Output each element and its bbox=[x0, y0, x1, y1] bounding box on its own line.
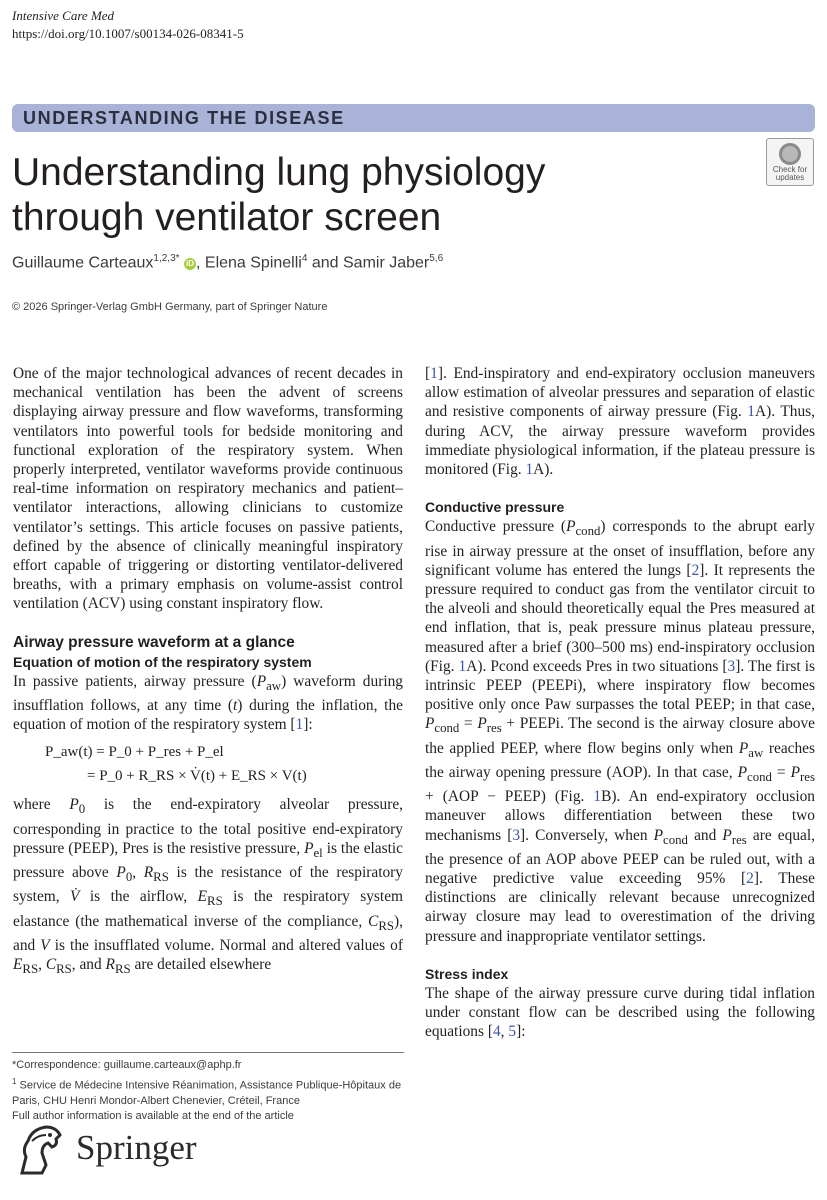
title-line-2: through ventilator screen bbox=[12, 196, 442, 239]
correspondence-note[interactable]: *Correspondence: guillaume.carteaux@aphp.fr bbox=[12, 1059, 242, 1071]
author-2[interactable]: , Elena Spinelli bbox=[196, 254, 302, 272]
definitions-paragraph: where $P_0$ is the end-expiratory alveolar pressure, corresponding in practice to the total positive end-expiratory pressure (PEEP), Pres is the resistive pressure, $P_{el}$ is the elastic pressure above $P_0$, $R_{RS}$ is the resistance of the respiratory system, V̇ is the airflow, $E_{RS}$ is the respiratory system elastance (the mathematical inverse of the compliance, $C_{RS}$), and V is the insufflated volume. Normal and altered values of $E_{RS}$, $C_{RS}$, and $R_{RS}$ are detailed elsewhere bbox=[13, 796, 404, 977]
citation-link[interactable]: 2 bbox=[691, 561, 700, 579]
author-list bbox=[12, 253, 443, 272]
author-3[interactable]: and Samir Jaber bbox=[307, 254, 430, 272]
footnotes bbox=[12, 1052, 404, 1125]
citation-link[interactable]: 1 bbox=[295, 716, 304, 734]
equation-of-motion bbox=[45, 740, 403, 788]
publisher-name: Springer bbox=[76, 1128, 197, 1167]
citation-link[interactable]: 4 bbox=[492, 1023, 501, 1041]
author-1[interactable]: Guillaume Carteaux bbox=[12, 254, 154, 272]
right-column bbox=[425, 364, 815, 1041]
article-type-banner bbox=[12, 104, 815, 132]
article-type-label: UNDERSTANDING THE DISEASE bbox=[23, 108, 345, 128]
article-title bbox=[12, 150, 712, 240]
figure-link[interactable]: 1 bbox=[747, 403, 755, 421]
check-updates-line-1: Check for bbox=[772, 165, 808, 174]
publisher-logo[interactable] bbox=[12, 1121, 212, 1177]
left-column bbox=[13, 364, 403, 979]
figure-link[interactable]: 1 bbox=[593, 788, 602, 806]
title-line-1: Understanding lung physiology bbox=[12, 151, 546, 194]
orcid-icon[interactable]: iD bbox=[186, 259, 194, 269]
author-info-note: Full author information is available at the end of the article bbox=[12, 1110, 294, 1123]
stress-index-paragraph: The shape of the airway pressure curve during tidal inflation under constant flow can be described using the following equations [4, 5]: bbox=[425, 984, 815, 1041]
citation-link[interactable]: 1 bbox=[430, 365, 438, 382]
citation-link[interactable]: 2 bbox=[746, 870, 754, 888]
intro-paragraph: One of the major technological advances of recent decades in mechanical ventilation has been the advent of screens displaying airway pressure and flow waveforms, transforming ventilators into powerful tools for bedside monitoring and functional exploration of the respiratory system. When properly interpreted, ventilator waveforms provide continuous real-time information on respiratory mechanics and patient–ventilator interactions, allowing clinicians to customize ventilator’s settings. This article focuses on passive patients, defined by the absence of clinically meaningful inspiratory effort capable of triggering or distorting ventilator-delivered breaths, with a primary emphasis on volume-assist control ventilation (ACV) using constant inspiratory flow. bbox=[13, 365, 403, 613]
equation-line-2: = P_0 + R_RS × V̇(t) + E_RS × V(t) bbox=[87, 768, 307, 785]
affiliation-note: $^1$ Service de Médecine Intensive Réanimation, Assistance Publique-Hôpitaux de Paris, CHU Henri Mondor-Albert Chenevier, Créteil, France bbox=[12, 1076, 402, 1107]
copyright-notice: © 2026 Springer-Verlag GmbH Germany, part of Springer Nature bbox=[12, 301, 328, 313]
citation-link[interactable]: 3 bbox=[727, 657, 736, 675]
section-heading: Conductive pressure bbox=[425, 499, 565, 516]
equation-line-1: P_aw(t) = P_0 + P_res + P_el bbox=[45, 744, 224, 761]
figure-link[interactable]: 1 bbox=[525, 461, 534, 479]
author-3-affil: 5,6 bbox=[429, 253, 444, 264]
citation-link[interactable]: 3 bbox=[512, 826, 521, 844]
conductive-pressure-paragraph: Conductive pressure $(P_{cond})$ corresponds to the abrupt early rise in airway pressure at the onset of insufflation, before any significant volume has entered the lungs [2]. It represents the pressure required to conduct gas from the ventilator circuit to the alveoli and should theoretically equal the Pres measured at end inflation, that is, peak pressure minus plateau pressure, measured after a brief (300–500 ms) end-inspiratory occlusion (Fig. 1A). Pcond exceeds Pres in two situations [3]. The first is intrinsic PEEP (PEEPi), where inspiratory flow becomes positive only once Paw surpasses the total PEEP; in that case, $P_{cond} = P_{res}$ + PEEPi. The second is the airway closure above the applied PEEP, where flow begins only when $P_{aw}$ reaches the airway opening pressure (AOP). In that case, $P_{cond} = P_{res} + (AOP$ − PEEP) (Fig. 1B). An end-expiratory occlusion maneuver allows differentiation between these two mechanisms [3]. Conversely, when $P_{cond}$ and $P_{res}$ are equal, the presence of an AOP above PEEP can be ruled out, with a negative predictive value exceeding 95% [2]. These distinctions are clinically relevant because unrecognized airway closure may lead to overestimation of the driving pressure and inappropriate ventilator settings. bbox=[425, 518, 815, 945]
citation-link[interactable]: 5 bbox=[508, 1023, 517, 1041]
figure-link[interactable]: 1 bbox=[458, 657, 467, 675]
journal-name: Intensive Care Med bbox=[12, 8, 115, 23]
section-heading: Airway pressure waveform at a glance bbox=[13, 633, 295, 651]
section-heading: Stress index bbox=[425, 965, 509, 982]
author-2-affil: 4 bbox=[301, 253, 308, 264]
crossmark-icon bbox=[779, 143, 801, 165]
horse-head-icon bbox=[12, 1121, 68, 1177]
author-1-affil: 1,2,3* bbox=[153, 253, 180, 264]
check-updates-line-2: updates bbox=[775, 173, 805, 182]
occlusion-paragraph: [1]. End-inspiratory and end-expiratory occlusion maneuvers allow estimation of alveolar pressures and separation of elastic and resistive components of airway pressure (Fig. 1A). Thus, during ACV, the airway pressure waveform provides immediate physiological information, if the plateau pressure is monitored (Fig. 1A). bbox=[425, 365, 815, 479]
equation-intro-paragraph: In passive patients, airway pressure $(P_{aw})$ waveform during insufflation follows, at any time (t) during the inflation, the equation of motion of the respiratory system [1]: bbox=[13, 672, 403, 734]
subsection-heading: Equation of motion of the respiratory system bbox=[13, 653, 312, 670]
doi-link[interactable]: https://doi.org/10.1007/s00134-026-08341-5 bbox=[12, 26, 244, 41]
check-for-updates-button[interactable] bbox=[766, 138, 814, 186]
